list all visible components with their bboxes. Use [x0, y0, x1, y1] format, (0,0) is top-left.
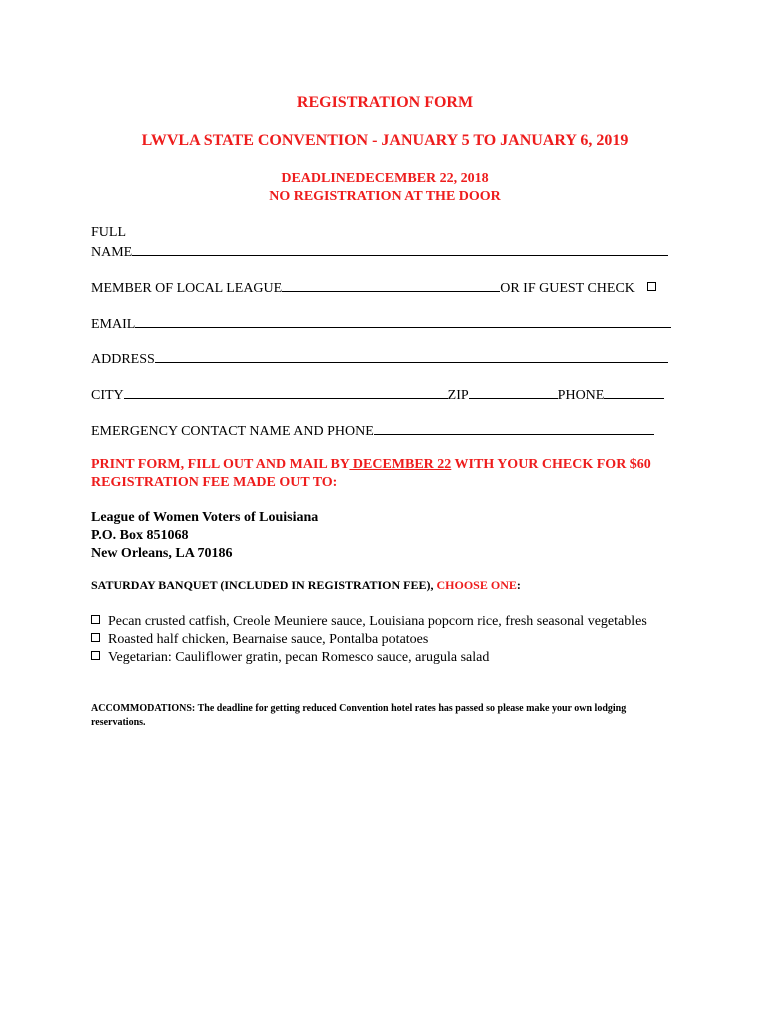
- zip-label: ZIP: [447, 388, 469, 403]
- city-blank[interactable]: [124, 385, 448, 399]
- guest-checkbox[interactable]: [647, 282, 656, 291]
- choose-one-text: CHOOSE ONE: [436, 578, 517, 592]
- option-checkbox[interactable]: [91, 615, 100, 624]
- po-box: P.O. Box 851068: [91, 528, 189, 543]
- instructions-part2: WITH YOUR CHECK FOR $60 REGISTRATION FEE MADE OUT TO:: [91, 457, 651, 490]
- option-checkbox[interactable]: [91, 651, 100, 660]
- org-name: League of Women Voters of Louisiana: [91, 510, 319, 525]
- address-blank[interactable]: [155, 349, 668, 363]
- menu-option: [91, 649, 651, 667]
- banquet-options: [91, 613, 651, 667]
- menu-option: [91, 631, 651, 649]
- banquet-heading-text: SATURDAY BANQUET (INCLUDED IN REGISTRATION FEE),: [91, 578, 434, 592]
- deadline-text: DEADLINEDECEMBER 22, 2018: [281, 171, 489, 186]
- menu-option: [91, 613, 651, 631]
- convention-title: LWVLA STATE CONVENTION - JANUARY 5 TO JANUARY 6, 2019: [141, 132, 629, 149]
- member-blank[interactable]: [282, 278, 500, 292]
- name-blank[interactable]: [132, 242, 668, 256]
- accommodations-text: The deadline for getting reduced Convention hotel rates has passed so please make your own lodging reservations.: [91, 703, 627, 728]
- city-state-zip: New Orleans, LA 70186: [91, 546, 233, 561]
- option-label: Roasted half chicken, Bearnaise sauce, Pontalba potatoes: [108, 632, 429, 647]
- option-label: Pecan crusted catfish, Creole Meuniere sauce, Louisiana popcorn rice, fresh seasonal vegetables: [108, 614, 647, 629]
- accommodations-note: [91, 702, 681, 730]
- city-label: CITY: [91, 388, 124, 403]
- city-zip-phone-field: [91, 385, 664, 405]
- email-label: EMAIL: [91, 317, 136, 332]
- no-door-text: NO REGISTRATION AT THE DOOR: [269, 189, 501, 204]
- phone-label: PHONE: [557, 388, 605, 403]
- mail-instructions: [91, 456, 691, 492]
- emergency-label: EMERGENCY CONTACT NAME AND PHONE: [91, 424, 374, 439]
- name-label: NAME: [91, 245, 133, 260]
- banquet-heading: [91, 578, 521, 593]
- guest-label: OR IF GUEST CHECK: [500, 281, 635, 296]
- deadline-block: [0, 170, 770, 206]
- emergency-blank[interactable]: [374, 421, 654, 435]
- full-label: FULL: [91, 225, 126, 240]
- mailing-address: [91, 509, 318, 563]
- form-title: REGISTRATION FORM: [296, 94, 474, 111]
- instructions-part1: PRINT FORM, FILL OUT AND MAIL BY: [91, 457, 350, 472]
- zip-blank[interactable]: [469, 385, 558, 399]
- phone-blank[interactable]: [604, 385, 664, 399]
- accommodations-label: ACCOMMODATIONS:: [91, 703, 196, 714]
- emergency-field: [91, 421, 654, 441]
- full-name-field: [91, 224, 668, 262]
- instructions-date: DECEMBER 22: [349, 457, 452, 472]
- email-field: [91, 314, 671, 334]
- option-checkbox[interactable]: [91, 633, 100, 642]
- address-label: ADDRESS: [91, 352, 155, 367]
- address-field: [91, 349, 668, 369]
- email-blank[interactable]: [135, 314, 671, 328]
- member-label: MEMBER OF LOCAL LEAGUE: [91, 281, 283, 296]
- choose-colon: :: [516, 578, 521, 592]
- option-label: Vegetarian: Cauliflower gratin, pecan Romesco sauce, arugula salad: [108, 650, 490, 665]
- member-field: [91, 278, 664, 298]
